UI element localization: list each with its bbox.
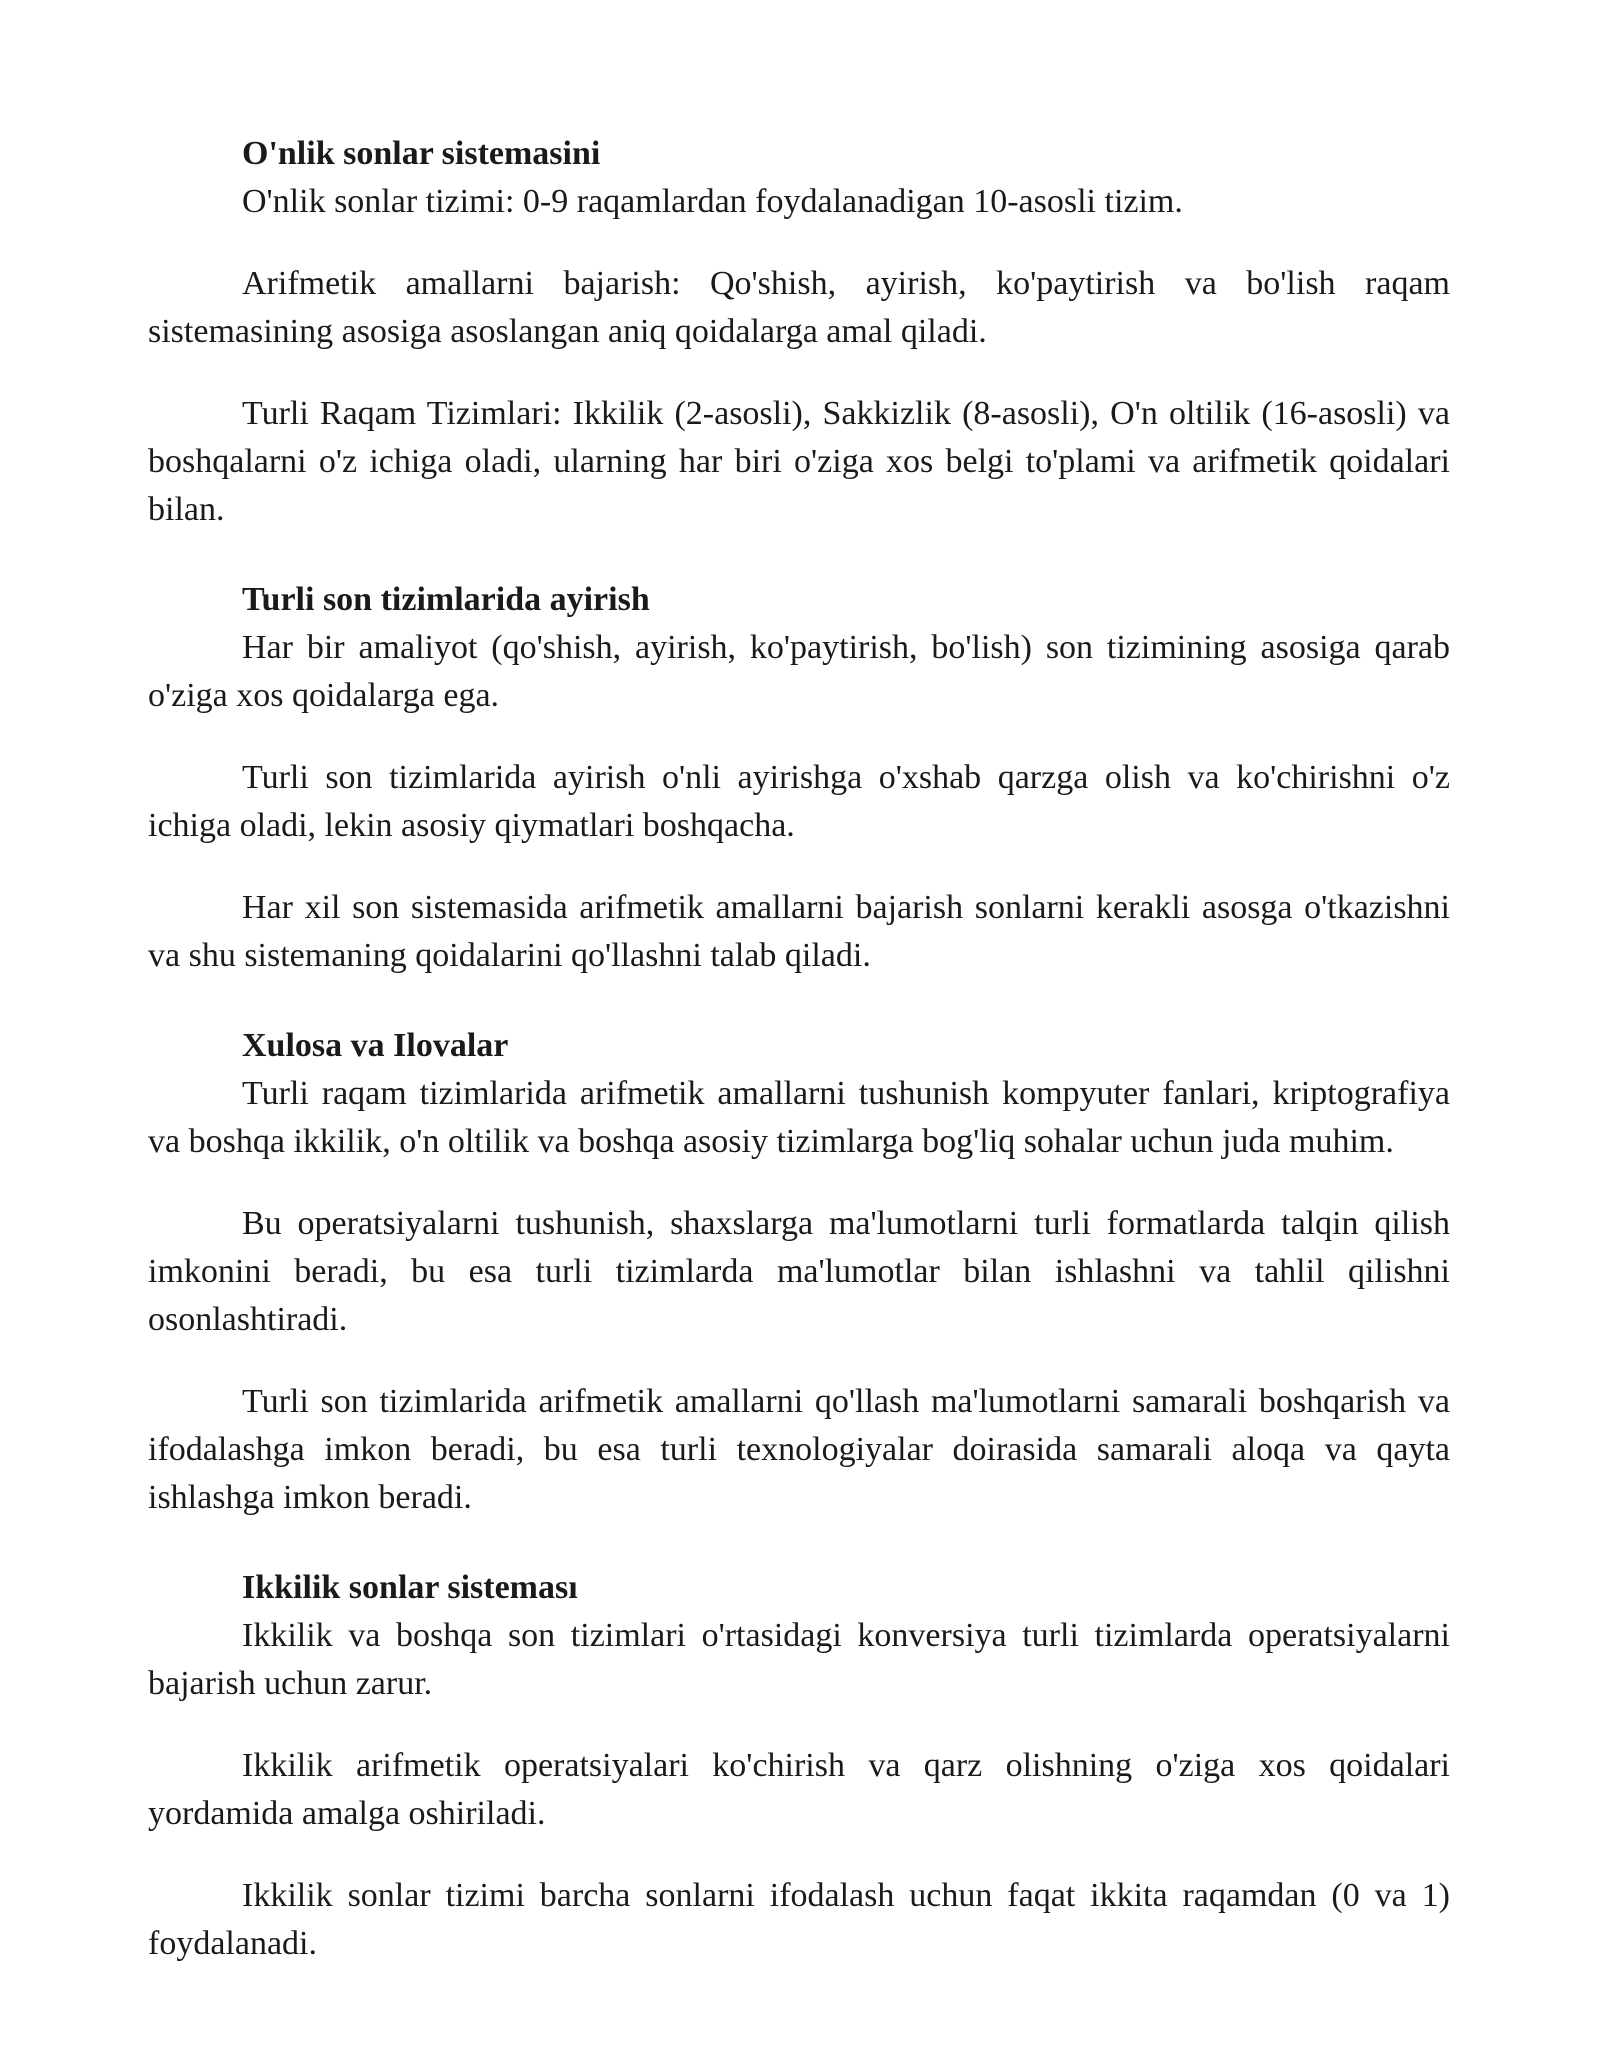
section-heading: Turli son tizimlarida ayirish	[242, 581, 650, 618]
paragraph: Turli raqam tizimlarida arifmetik amallarni tushunish kompyuter fanlari, kriptografiya va boshqa ikkilik, o'n oltilik va boshqa asosiy tizimlarga bog'liq sohalar uchun juda muhim.	[148, 1075, 1450, 1160]
section-conclusion	[148, 1022, 1450, 1522]
paragraph: Arifmetik amallarni bajarish: Qo'shish, ayirish, ko'paytirish va bo'lish raqam sistemasining asosiga asoslangan aniq qoidalarga amal qiladi.	[148, 265, 1450, 350]
paragraph: Ikkilik va boshqa son tizimlari o'rtasidagi konversiya turli tizimlarda operatsiyalarni bajarish uchun zarur.	[148, 1617, 1450, 1702]
section-heading: Ikkilik sonlar sisteması	[242, 1569, 578, 1606]
paragraph: Har xil son sistemasida arifmetik amallarni bajarish sonlarni kerakli asosga o'tkazishni va shu sistemaning qoidalarini qo'llashni talab qiladi.	[148, 889, 1450, 974]
section-heading: O'nlik sonlar sistemasini	[242, 135, 601, 172]
section-decimal-system	[148, 130, 1450, 534]
paragraph: Ikkilik arifmetik operatsiyalari ko'chirish va qarz olishning o'ziga xos qoidalari yordamida amalga oshiriladi.	[148, 1747, 1450, 1832]
section-binary-system	[148, 1564, 1450, 1968]
section-heading: Xulosa va Ilovalar	[242, 1027, 509, 1064]
document-page	[148, 130, 1450, 1968]
section-subtraction	[148, 576, 1450, 980]
paragraph: Bu operatsiyalarni tushunish, shaxslarga ma'lumotlarni turli formatlarda talqin qilish imkonini beradi, bu esa turli tizimlarda ma'lumotlar bilan ishlashni va tahlil qilishni osonlashtiradi.	[148, 1205, 1450, 1338]
paragraph: O'nlik sonlar tizimi: 0-9 raqamlardan foydalanadigan 10-asosli tizim.	[242, 183, 1183, 220]
paragraph: Turli Raqam Tizimlari: Ikkilik (2-asosli), Sakkizlik (8-asosli), O'n oltilik (16-asosli) va boshqalarni o'z ichiga oladi, ularning har biri o'ziga xos belgi to'plami va arifmetik qoidalari bilan.	[148, 395, 1450, 528]
paragraph: Turli son tizimlarida ayirish o'nli ayirishga o'xshab qarzga olish va ko'chirishni o'z ichiga oladi, lekin asosiy qiymatlari boshqacha.	[148, 759, 1450, 844]
paragraph: Har bir amaliyot (qo'shish, ayirish, ko'paytirish, bo'lish) son tizimining asosiga qarab o'ziga xos qoidalarga ega.	[148, 629, 1450, 714]
paragraph: Ikkilik sonlar tizimi barcha sonlarni ifodalash uchun faqat ikkita raqamdan (0 va 1) foydalanadi.	[148, 1877, 1450, 1962]
paragraph: Turli son tizimlarida arifmetik amallarni qo'llash ma'lumotlarni samarali boshqarish va ifodalashga imkon beradi, bu esa turli texnologiyalar doirasida samarali aloqa va qayta ishlashga imkon beradi.	[148, 1383, 1450, 1516]
